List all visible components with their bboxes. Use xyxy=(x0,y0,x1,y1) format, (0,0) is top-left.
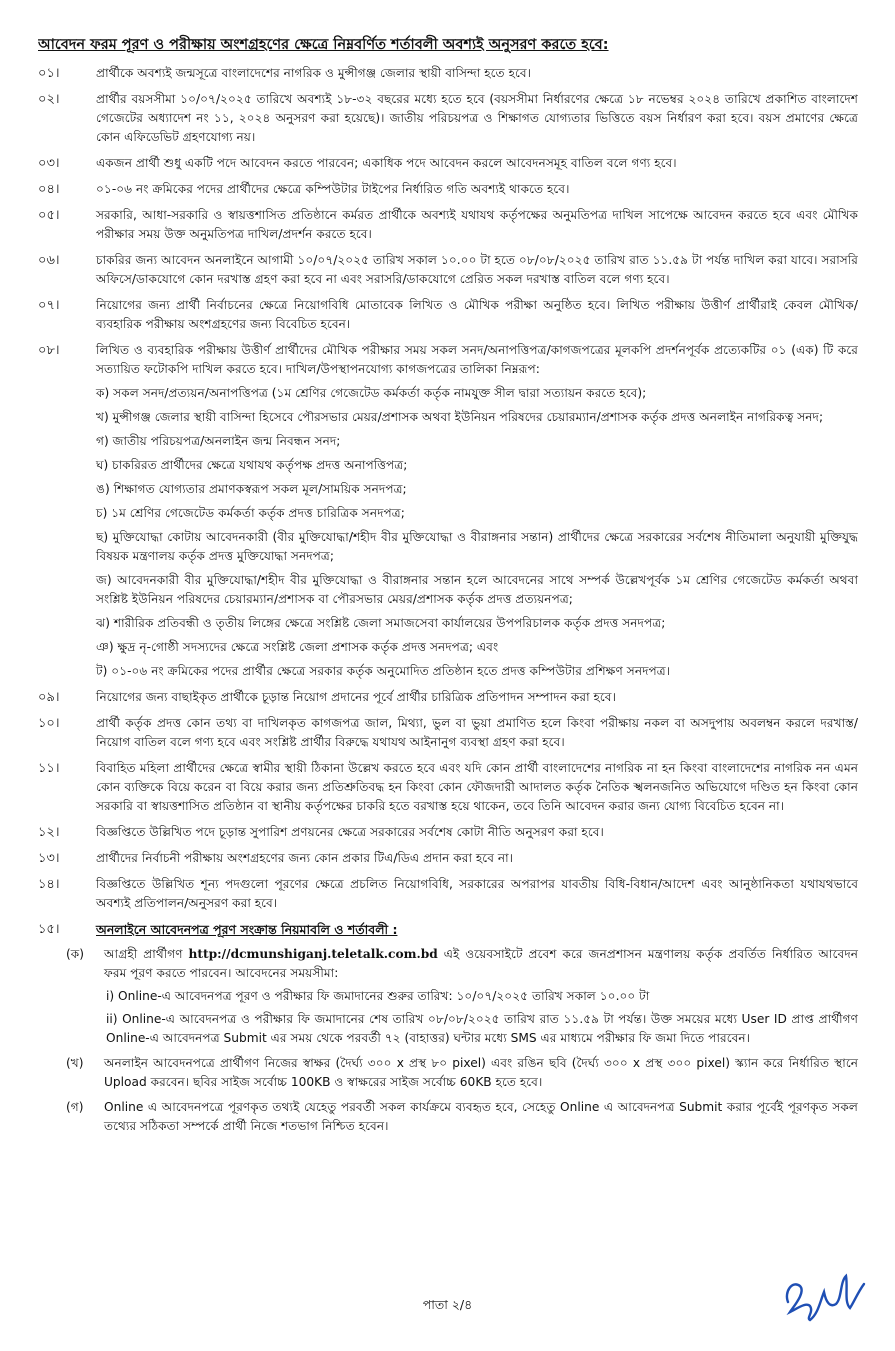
list-item xyxy=(38,849,858,868)
rule-text: Online এ আবেদনপত্রে পূরণকৃত তথ্যই যেহেতু পরবর্তী সকল কার্যক্রমে ব্যবহৃত হবে, সেহেতু Online এ আবেদনপত্র Submit করার পূর্বেই পূরণকৃত সকল তথ্যের সঠিকতা সম্পর্কে প্রার্থী নিজে শতভাগ নিশ্চিত হবেন। xyxy=(104,1100,858,1133)
document-checklist xyxy=(96,384,858,681)
item-text: নিয়োগের জন্য প্রার্থী নির্বাচনের ক্ষেত্রে নিয়োগবিধি মোতাবেক লিখিত ও মৌখিক পরীক্ষা অনুষ্ঠিত হবে। লিখিত পরীক্ষায় উত্তীর্ণ প্রার্থীরাই কেবল মৌখিক/ব্যবহারিক পরীক্ষায় অংশগ্রহণের জন্য বিবেচিত হবেন। xyxy=(96,298,858,331)
item-text-block xyxy=(66,920,858,1142)
list-item xyxy=(38,688,858,707)
item-number: ০৪। xyxy=(38,182,60,197)
schedule-start: i) Online-এ আবেদনপত্র পূরণ ও পরীক্ষার ফি জমাদানের শুরুর তারিখ: ১০/০৭/২০২৫ তারিখ সকাল ১০.০০ টা xyxy=(106,989,650,1003)
online-rules-heading: অনলাইনে আবেদনপত্র পূরণ সংক্রান্ত নিয়মাবলি ও শর্তাবলী : xyxy=(96,922,398,937)
item-text: সরকারি, আধা-সরকারি ও স্বায়ত্তশাসিত প্রতিষ্ঠানে কর্মরত প্রার্থীকে অবশ্যই যথাযথ কর্তৃপক্ষের অনুমতিপত্র দাখিল সাপেক্ষে আবেদন করতে হবে এবং মৌখিক পরীক্ষার সময় উক্ত অনুমতিপত্র দাখিল/প্রদর্শন করতে হবে। xyxy=(96,208,858,241)
item-text: বিবাহিত মহিলা প্রার্থীদের ক্ষেত্রে স্বামীর স্থায়ী ঠিকানা উল্লেখ করতে হবে এবং যদি কোন প্রার্থী বাংলাদেশের নাগরিক না হন কিংবা বাংলাদেশের নাগরিক নন এমন কোন ব্যক্তিকে বিয়ে করেন বা বিয়ে করার জন্য প্রতিশ্রুতিবদ্ধ হন কিংবা কোন ফৌজদারী আদালত কর্তৃক নৈতিক স্খলনজনিত অভিযোগে দণ্ডিত হন কিংবা কোন সরকারি বা স্বায়ত্তশাসিত প্রতিষ্ঠান বা স্থানীয় কর্তৃপক্ষের চাকরি হতে বরখাস্ত হয়ে থাকেন, তবে তিনি আবেদন করার জন্য যোগ্য বিবেচিত হবেন না। xyxy=(96,761,858,813)
page-heading: আবেদন ফরম পূরণ ও পরীক্ষায় অংশগ্রহণের ক্ষেত্রে নিম্নবর্ণিত শর্তাবলী অবশ্যই অনুসরণ করতে হবে: xyxy=(38,37,609,53)
checklist-item: ক) সকল সনদ/প্রত্যয়ন/অনাপত্তিপত্র (১ম শ্রেণির গেজেটেড কর্মকর্তা কর্তৃক নামযুক্ত সীল দ্বারা সত্যায়ন করতে হবে); xyxy=(96,386,647,400)
rule-label: (ক) xyxy=(66,947,85,961)
list-item xyxy=(38,251,858,289)
item-number: ১২। xyxy=(38,825,60,840)
item-number: ১১। xyxy=(38,761,60,776)
item-number: ১০। xyxy=(38,716,60,731)
item-number: ০৫। xyxy=(38,208,60,223)
item-text: বিজ্ঞপ্তিতে উল্লিখিত পদে চূড়ান্ত সুপারিশ প্রণয়নের ক্ষেত্রে সরকারের সর্বশেষ কোটা নীতি অনুসরণ করা হবে। xyxy=(96,825,604,839)
item-number: ০৯। xyxy=(38,690,60,705)
list-item xyxy=(38,64,858,83)
item-text: লিখিত ও ব্যবহারিক পরীক্ষায় উত্তীর্ণ প্রার্থীদের মৌখিক পরীক্ষার সময় সকল সনদ/অনাপত্তিপত্র/কাগজপত্রের মূলকপি প্রদর্শনপূর্বক প্রত্যেকটির ০১ (এক) টি করে সত্যায়িত ফটোকপি দাখিল করতে হবে। দাখিল/উপস্থাপনযোগ্য কাগজপত্রের তালিকা নিম্নরূপ: xyxy=(96,343,858,376)
item-text: বিজ্ঞপ্তিতে উল্লিখিত শূন্য পদগুলো পূরণের ক্ষেত্রে প্রচলিত নিয়োগবিধি, সরকারের অপরাপর যাবতীয় বিধি-বিধান/আদেশ এবং আনুষ্ঠানিকতা যথাযথভাবে অবশ্যই প্রতিপালন/অনুসরণ করা হবে। xyxy=(96,877,858,910)
page-number: পাতা ২/৪ xyxy=(422,1297,473,1312)
item-number: ১৩। xyxy=(38,851,60,866)
checklist-item: খ) মুন্সীগঞ্জ জেলার স্থায়ী বাসিন্দা হিসেবে পৌরসভার মেয়র/প্রশাসক অথবা ইউনিয়ন পরিষদের চেয়ারম্যান/প্রশাসক কর্তৃক প্রদত্ত অনলাইন নাগরিকত্ব সনদ; xyxy=(96,410,824,424)
checklist-item: জ) আবেদনকারী বীর মুক্তিযোদ্ধা/শহীদ বীর মুক্তিযোদ্ধা ও বীরাঙ্গনার সন্তান হলে আবেদনের সাথে সম্পর্ক উল্লেখপূর্বক ১ম শ্রেণির গেজেটেড কর্মকর্তা অথবা সংশ্লিষ্ট ইউনিয়ন পরিষদের চেয়ারম্যান/প্রশাসক বা পৌরসভার মেয়র/প্রশাসক কর্তৃক প্রদত্ত প্রত্যয়নপত্র; xyxy=(96,573,858,606)
online-rules-list xyxy=(66,945,858,1136)
item-number: ০১। xyxy=(38,66,60,81)
item-text: নিয়োগের জন্য বাছাইকৃত প্রার্থীকে চূড়ান্ত নিয়োগ প্রদানের পূর্বে প্রার্থীর চারিত্রিক প্রতিপাদন সম্পাদন করা হবে। xyxy=(96,690,616,704)
item-number: ০৭। xyxy=(38,298,60,313)
rule-text: আগ্রহী প্রার্থীগণ xyxy=(104,947,189,961)
item-text: প্রার্থীর বয়সসীমা ১০/০৭/২০২৫ তারিখে অবশ্যই ১৮-৩২ বছরের মধ্যে হতে হবে (বয়সসীমা নির্ধারণের ক্ষেত্রে ১৮ নভেম্বর ২০২৪ তারিখে প্রকাশিত বাংলাদেশ গেজেটের অধ্যাদেশ নং ১১, ২০২৪ অনুসরণ করা হয়েছে)। জাতীয় পরিচয়পত্র ও শিক্ষাগত যোগ্যতার ভিত্তিতে বয়স নির্ধারণ করা হবে। বয়স প্রমাণের ক্ষেত্রে কোন এফিডেভিট গ্রহণযোগ্য নয়। xyxy=(96,92,858,144)
online-rule xyxy=(66,945,858,1048)
handwritten-signature xyxy=(780,1262,870,1327)
checklist-item: চ) ১ম শ্রেণির গেজেটেড কর্মকর্তা কর্তৃক প্রদত্ত চারিত্রিক সনদপত্র; xyxy=(96,506,405,520)
online-rule xyxy=(66,1054,858,1092)
list-item xyxy=(38,341,858,681)
item-text: চাকরির জন্য আবেদন অনলাইনে আগামী ১০/০৭/২০২৫ তারিখ সকাল ১০.০০ টা হতে ০৮/০৮/২০২৫ তারিখ রাত ১১.৫৯ টা পর্যন্ত দাখিল করা যাবে। সরাসরি অফিসে/ডাকযোগে কোন দরখাস্ত গ্রহণ করা হবে না এবং সরাসরি/ডাকযোগে প্রেরিত সকল দরখাস্ত বাতিল বলে গণ্য হবে। xyxy=(96,253,858,286)
item-text: প্রার্থীকে অবশ্যই জন্মসূত্রে বাংলাদেশের নাগরিক ও মুন্সীগঞ্জ জেলার স্থায়ী বাসিন্দা হতে হবে। xyxy=(96,66,532,80)
online-rule xyxy=(66,1098,858,1136)
checklist-item: ট) ০১-০৬ নং ক্রমিকের পদের প্রার্থীর ক্ষেত্রে সরকার কর্তৃক অনুমোদিত প্রতিষ্ঠান হতে প্রদত্ত কম্পিউটার প্রশিক্ষণ সনদপত্র। xyxy=(96,664,671,678)
item-number: ১৪। xyxy=(38,877,60,892)
item-text: প্রার্থী কর্তৃক প্রদত্ত কোন তথ্য বা দাখিলকৃত কাগজপত্র জাল, মিথ্যা, ভুল বা ভুয়া প্রমাণিত হলে কিংবা পরীক্ষায় নকল বা অসদুপায় অবলম্বন করলে দরখাস্ত/নিয়োগ বাতিল বলে গণ্য হবে এবং সংশ্লিষ্ট প্রার্থীর বিরুদ্ধে যথাযথ আইনানুগ ব্যবস্থা গ্রহণ করা হবে। xyxy=(96,716,858,749)
item-text: প্রার্থীদের নির্বাচনী পরীক্ষায় অংশগ্রহণের জন্য কোন প্রকার টিএ/ডিএ প্রদান করা হবে না। xyxy=(96,851,514,865)
website-link[interactable]: http://dcmunshiganj.teletalk.com.bd xyxy=(188,947,438,961)
checklist-item: ঙ) শিক্ষাগত যোগ্যতার প্রমাণকস্বরূপ সকল মূল/সাময়িক সনদপত্র; xyxy=(96,482,407,496)
list-item xyxy=(38,759,858,816)
item-number: ০৬। xyxy=(38,253,60,268)
rule-label: (খ) xyxy=(66,1056,84,1070)
schedule-end: ii) Online-এ আবেদনপত্র ও পরীক্ষার ফি জমাদানের শেষ তারিখ ০৮/০৮/২০২৫ তারিখ রাত ১১.৫৯ টা পর্যন্ত। উক্ত সময়ের মধ্যে User ID প্রাপ্ত প্রার্থীগণ Online-এ আবেদনপত্র Submit এর সময় থেকে পরবর্তী ৭২ (বাহাত্তর) ঘন্টার মধ্যে SMS এর মাধ্যমে পরীক্ষার ফি জমা দিতে পারবেন। xyxy=(106,1012,858,1045)
checklist-item: গ) জাতীয় পরিচয়পত্র/অনলাইন জন্ম নিবন্ধন সনদ; xyxy=(96,434,341,448)
checklist-item: ঘ) চাকরিরত প্রার্থীদের ক্ষেত্রে যথাযথ কর্তৃপক্ষ প্রদত্ত অনাপত্তিপত্র; xyxy=(96,458,408,472)
list-item xyxy=(38,296,858,334)
rule-text: অনলাইন আবেদনপত্রে প্রার্থীগণ নিজের স্বাক্ষর (দৈর্ঘ্য ৩০০ x প্রস্থ ৮০ pixel) এবং রঙিন ছবি (দৈর্ঘ্য ৩০০ x প্রস্থ ৩০০ pixel) স্ক্যান করে নির্ধারিত স্থানে Upload করবেন। ছবির সাইজ সর্বোচ্চ 100KB ও স্বাক্ষরের সাইজ সর্বোচ্চ 60KB হতে হবে। xyxy=(104,1056,858,1089)
item-number: ০২। xyxy=(38,92,60,107)
item-text: একজন প্রার্থী শুধু একটি পদে আবেদন করতে পারবেন; একাধিক পদে আবেদন করলে আবেদনসমূহ বাতিল বলে গণ্য হবে। xyxy=(96,156,677,170)
checklist-item: ঞ) ক্ষুদ্র নৃ-গোষ্ঠী সদস্যদের ক্ষেত্রে সংশ্লিষ্ট জেলা প্রশাসক কর্তৃক প্রদত্ত সনদপত্র; এবং xyxy=(96,640,499,654)
list-item-online-rules xyxy=(38,920,858,1142)
item-text-block xyxy=(96,341,858,681)
item-number: ০৮। xyxy=(38,343,60,358)
rule-text-block xyxy=(104,945,858,1048)
list-item xyxy=(38,206,858,244)
list-item xyxy=(38,154,858,173)
item-number: ০৩। xyxy=(38,156,60,171)
list-item xyxy=(38,180,858,199)
list-item xyxy=(38,823,858,842)
item-number: ১৫। xyxy=(38,922,60,937)
conditions-list xyxy=(38,64,858,1149)
checklist-item: ছ) মুক্তিযোদ্ধা কোটায় আবেদনকারী (বীর মুক্তিযোদ্ধা/শহীদ বীর মুক্তিযোদ্ধা ও বীরাঙ্গনার সন্তান) প্রার্থীদের ক্ষেত্রে সরকারের সর্বশেষ নীতিমালা অনুযায়ী মুক্তিযুদ্ধ বিষয়ক মন্ত্রণালয় কর্তৃক প্রদত্ত মুক্তিযোদ্ধা সনদপত্র; xyxy=(96,530,858,563)
rule-text: এই ওয়েবসাইটে প্রবেশ করে জনপ্রশাসন মন্ত্রণালয় কর্তৃক প্রবর্তিত নির্ধারিত আবেদন ফরম পূরণ করতে পারবেন। আবেদনের সময়সীমা: xyxy=(104,947,858,980)
list-item xyxy=(38,875,858,913)
checklist-item: ঝ) শারীরিক প্রতিবন্ধী ও তৃতীয় লিঙ্গের ক্ষেত্রে সংশ্লিষ্ট জেলা সমাজসেবা কার্যালয়ের উপপরিচালক কর্তৃক প্রদত্ত সনদপত্র; xyxy=(96,616,666,630)
list-item xyxy=(38,90,858,147)
item-text: ০১-০৬ নং ক্রমিকের পদের প্রার্থীদের ক্ষেত্রে কম্পিউটার টাইপের নির্ধারিত গতি অবশ্যই থাকতে হবে। xyxy=(96,182,570,196)
list-item xyxy=(38,714,858,752)
rule-label: (গ) xyxy=(66,1100,84,1114)
